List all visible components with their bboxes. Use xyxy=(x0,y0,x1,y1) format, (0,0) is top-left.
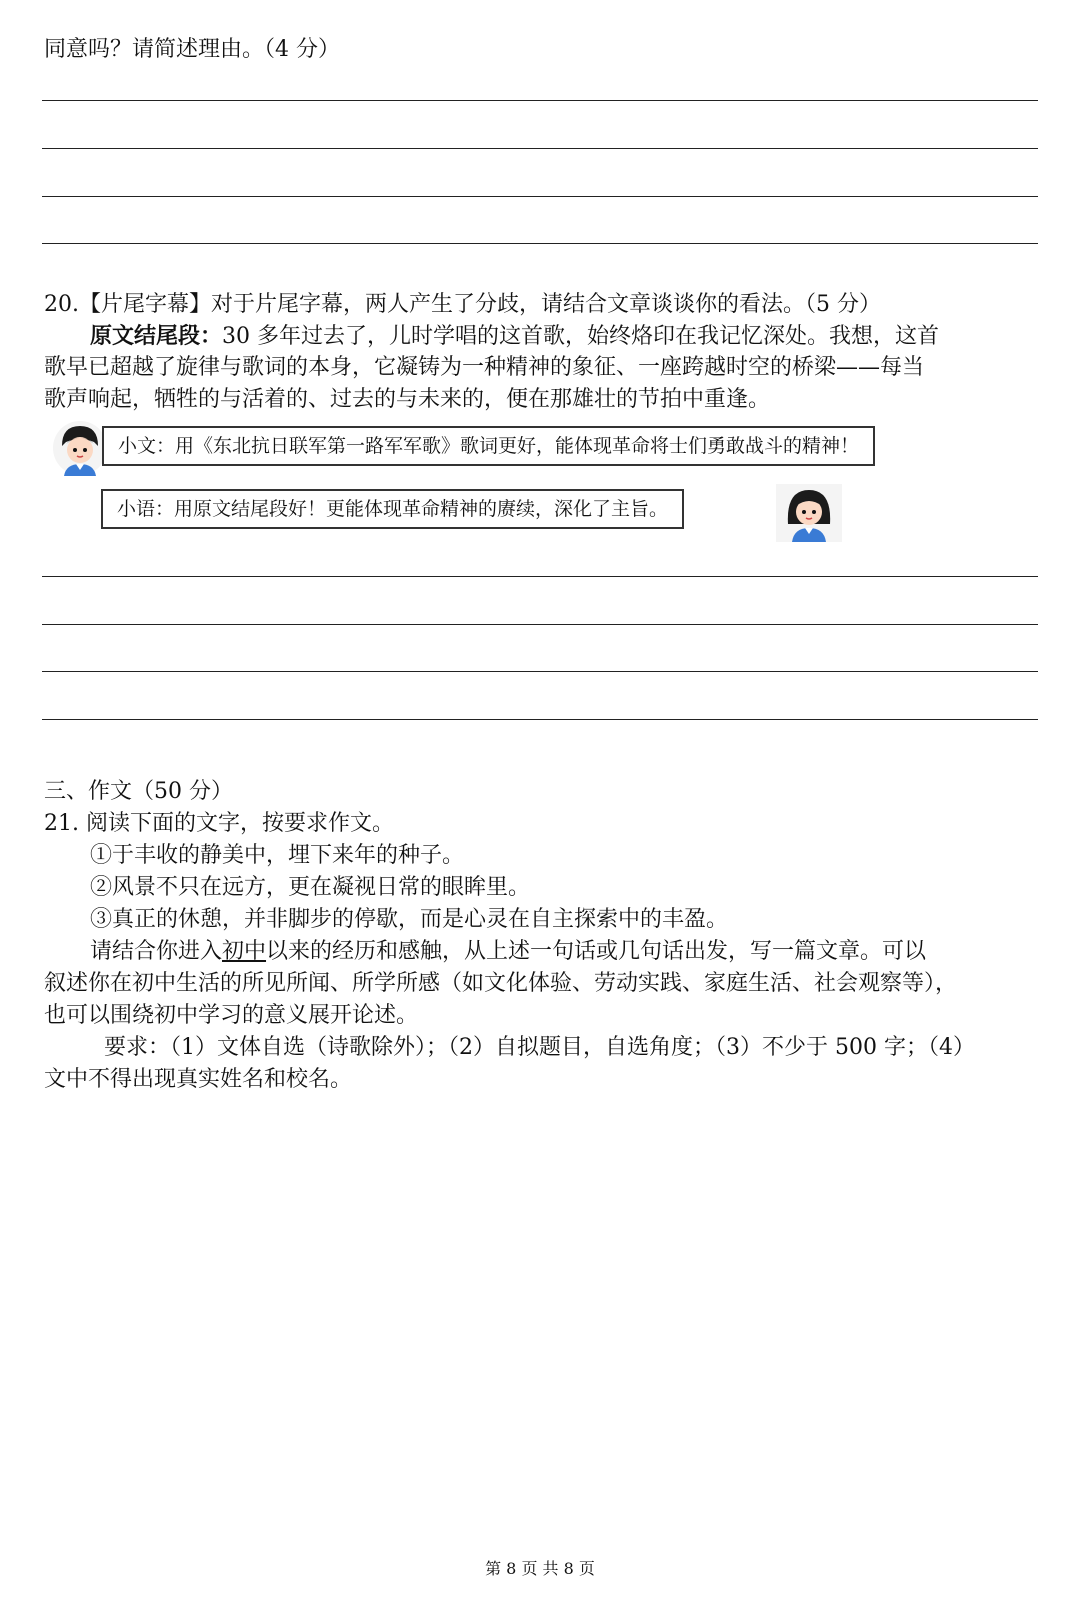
q21-requirements-line1: 要求：（1）文体自选（诗歌除外）；（2）自拟题目，自选角度；（3）不少于 500 字；（4） xyxy=(104,1035,975,1060)
speech-bubble-xiaowen: 小文：用《东北抗日联军第一路军军歌》歌词更好，能体现革命将士们勇敢战斗的精神！ xyxy=(102,426,875,466)
q20-para-line3: 歌声响起，牺牲的与活着的、过去的与未来的，便在那雄壮的节拍中重逢。 xyxy=(44,387,771,412)
q21-title: 21. 阅读下面的文字，按要求作文。 xyxy=(44,811,394,836)
para-line1-text: 30 多年过去了，儿时学唱的这首歌，始终烙印在我记忆深处。我想，这首 xyxy=(222,324,940,349)
prompt-text-a: 请结合你进入 xyxy=(90,939,223,964)
q21-prompt-line3: 也可以围绕初中学习的意义展开论述。 xyxy=(44,1003,419,1028)
answer-line[interactable] xyxy=(42,196,1038,197)
q19-tail-text: 同意吗？请简述理由。（4 分） xyxy=(44,37,340,62)
speech-bubble-xiaoyu: 小语：用原文结尾段好！更能体现革命精神的赓续，深化了主旨。 xyxy=(101,489,684,529)
answer-line[interactable] xyxy=(42,624,1038,625)
answer-line[interactable] xyxy=(42,148,1038,149)
q21-requirements-line2: 文中不得出现真实姓名和校名。 xyxy=(44,1067,353,1092)
answer-line[interactable] xyxy=(42,576,1038,577)
q20-title: 20.【片尾字幕】对于片尾字幕，两人产生了分歧，请结合文章谈谈你的看法。（5 分） xyxy=(44,292,881,317)
answer-line[interactable] xyxy=(42,671,1038,672)
q21-prompt-line2: 叙述你在初中生活的所见所闻、所学所感（如文化体验、劳动实践、家庭生活、社会观察等）， xyxy=(44,971,958,996)
q21-item3: ③真正的休憩，并非脚步的停歇，而是心灵在自主探索中的丰盈。 xyxy=(90,907,729,932)
answer-line[interactable] xyxy=(42,719,1038,720)
q21-item2: ②风景不只在远方，更在凝视日常的眼眸里。 xyxy=(90,875,531,900)
q21-item1: ①于丰收的静美中，埋下来年的种子。 xyxy=(90,843,465,868)
prompt-text-b: 以来的经历和感触，从上述一句话或几句话出发，写一篇文章。可以 xyxy=(266,939,927,964)
page-footer: 第 8 页 共 8 页 xyxy=(485,1559,595,1578)
para-label: 原文结尾段： xyxy=(90,323,223,349)
q21-prompt-line1 xyxy=(90,936,926,968)
answer-line[interactable] xyxy=(42,100,1038,101)
girl-avatar-icon xyxy=(776,484,842,542)
prompt-underlined: 初中 xyxy=(222,939,267,964)
q20-para-line2: 歌早已超越了旋律与歌词的本身，它凝铸为一种精神的象征、一座跨越时空的桥梁——每当 xyxy=(44,355,925,380)
answer-line[interactable] xyxy=(42,243,1038,244)
section3-heading: 三、作文（50 分） xyxy=(44,779,233,804)
q20-para-line1 xyxy=(90,320,939,353)
boy-avatar-icon xyxy=(52,420,108,476)
